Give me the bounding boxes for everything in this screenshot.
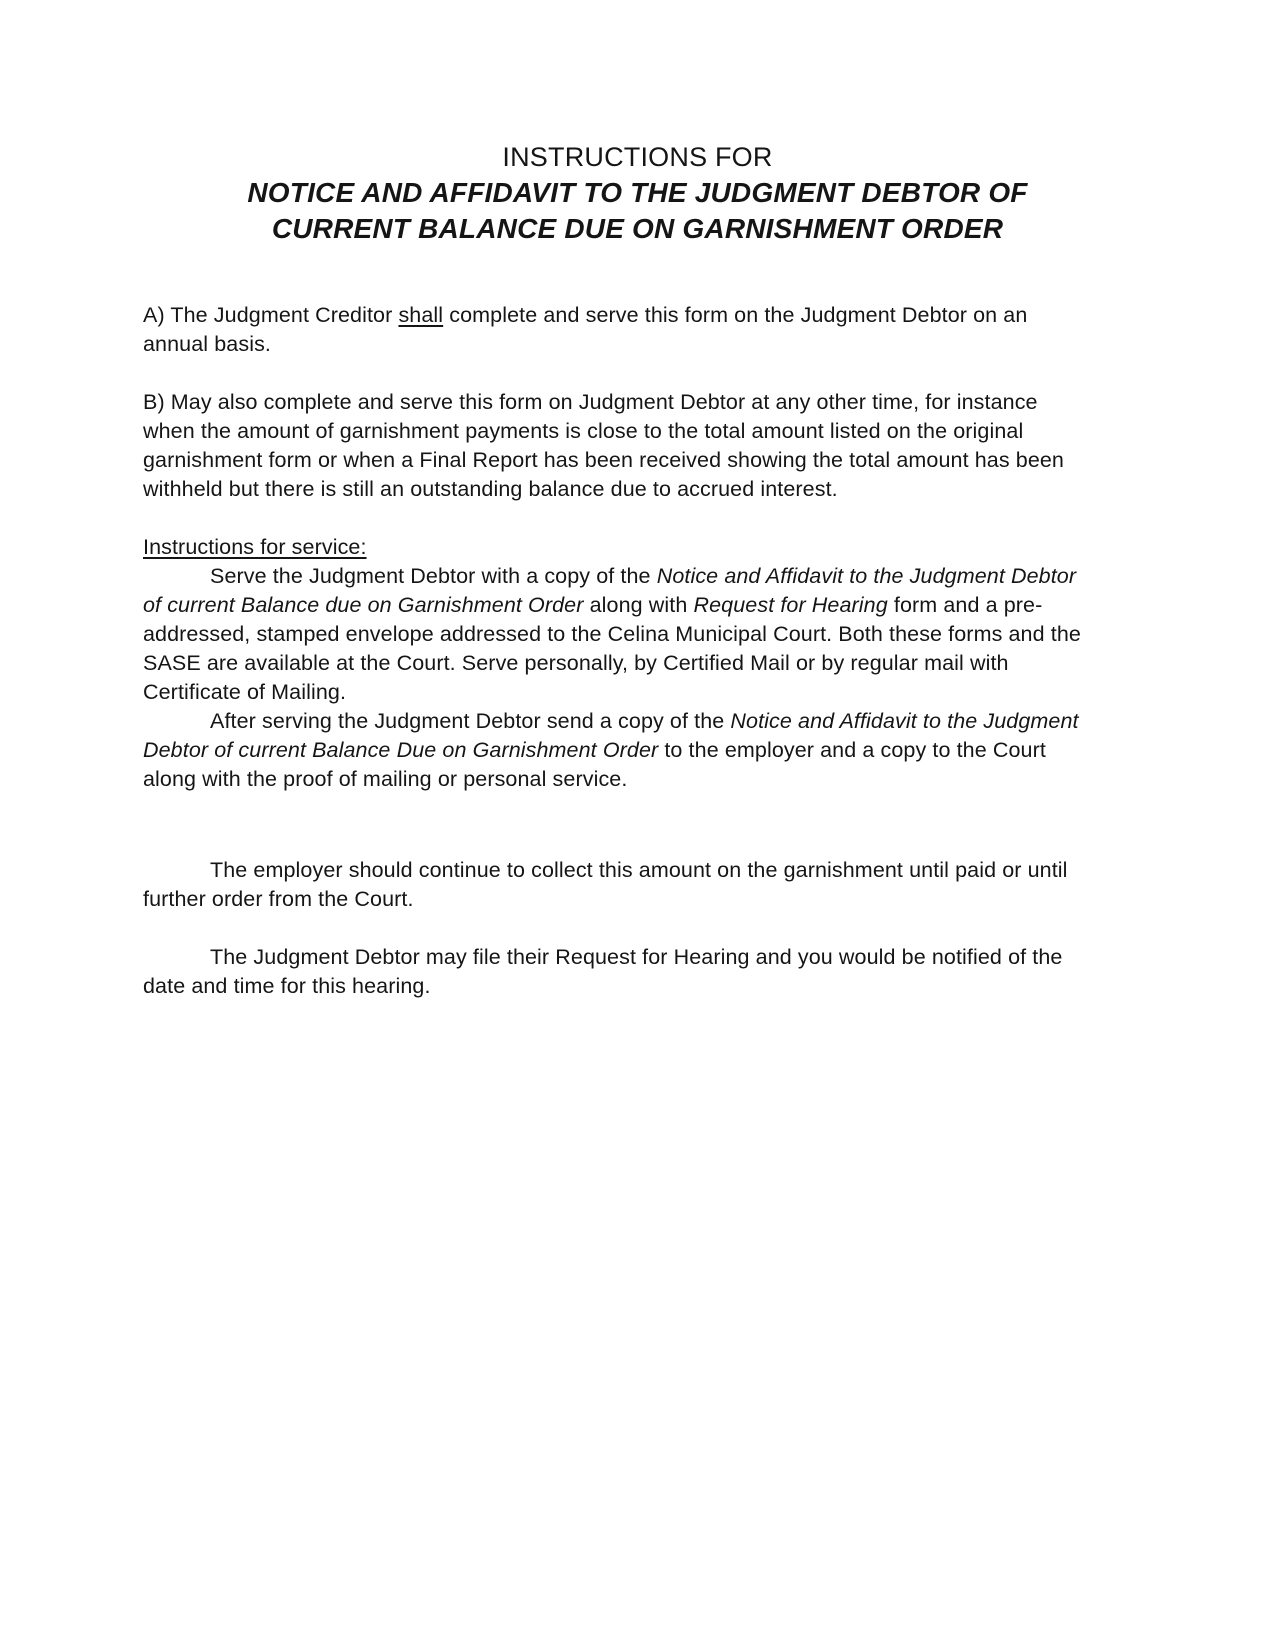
title-line-2: NOTICE AND AFFIDAVIT TO THE JUDGMENT DEBTOR OF bbox=[247, 177, 1028, 208]
paragraph-a-text: complete and serve this form on the Judgment Debtor on an annual basis. bbox=[143, 303, 1028, 356]
paragraph-employer: The employer should continue to collect this amount on the garnishment until paid or until further order from the Court. bbox=[143, 858, 1068, 911]
paragraph-a-underlined-word: shall bbox=[398, 303, 444, 327]
paragraph-after-serving bbox=[143, 707, 1083, 794]
paragraph-serve-form-name: Request for Hearing bbox=[693, 593, 888, 617]
service-heading bbox=[143, 533, 1083, 562]
paragraph-b: B) May also complete and serve this form on Judgment Debtor at any other time, for instance when the amount of garnishment payments is close to the total amount listed on the original garnishment form or when a Final Report has been received showing the total amount has been withheld but there is still an outstanding balance due to accrued interest. bbox=[143, 390, 1064, 501]
paragraph-serve-text: along with bbox=[583, 593, 694, 617]
paragraph-after-form-name: Notice and Affidavit to the Judgment Debtor of current Balance Due on Garnishment Order bbox=[143, 709, 1079, 762]
service-heading-text: Instructions for service: bbox=[143, 535, 367, 559]
document-body bbox=[143, 301, 1083, 1001]
title-line-1: INSTRUCTIONS FOR bbox=[502, 142, 773, 172]
paragraph-a-text: A) The Judgment Creditor bbox=[143, 303, 399, 327]
document-title bbox=[168, 140, 1108, 247]
paragraph-hearing: The Judgment Debtor may file their Request for Hearing and you would be notified of the date and time for this hearing. bbox=[143, 945, 1063, 998]
paragraph-a bbox=[143, 301, 1083, 359]
paragraph-serve bbox=[143, 562, 1083, 707]
paragraph-after-text: to the employer and a copy to the Court along with the proof of mailing or personal service. bbox=[143, 738, 1046, 791]
paragraph-serve-text: form and a pre-addressed, stamped envelope addressed to the Celina Municipal Court. Both these forms and the SASE are available at the Court. Serve personally, by Certified Mail or by regular mail with Certificate of Mailing. bbox=[143, 593, 1081, 704]
paragraph-after-text: After serving the Judgment Debtor send a copy of the bbox=[210, 709, 731, 733]
paragraph-serve-text: Serve the Judgment Debtor with a copy of the bbox=[210, 564, 657, 588]
paragraph-serve-form-name: Notice and Affidavit to the Judgment Debtor of current Balance due on Garnishment Order bbox=[143, 564, 1077, 617]
title-line-3: CURRENT BALANCE DUE ON GARNISHMENT ORDER bbox=[271, 213, 1004, 244]
